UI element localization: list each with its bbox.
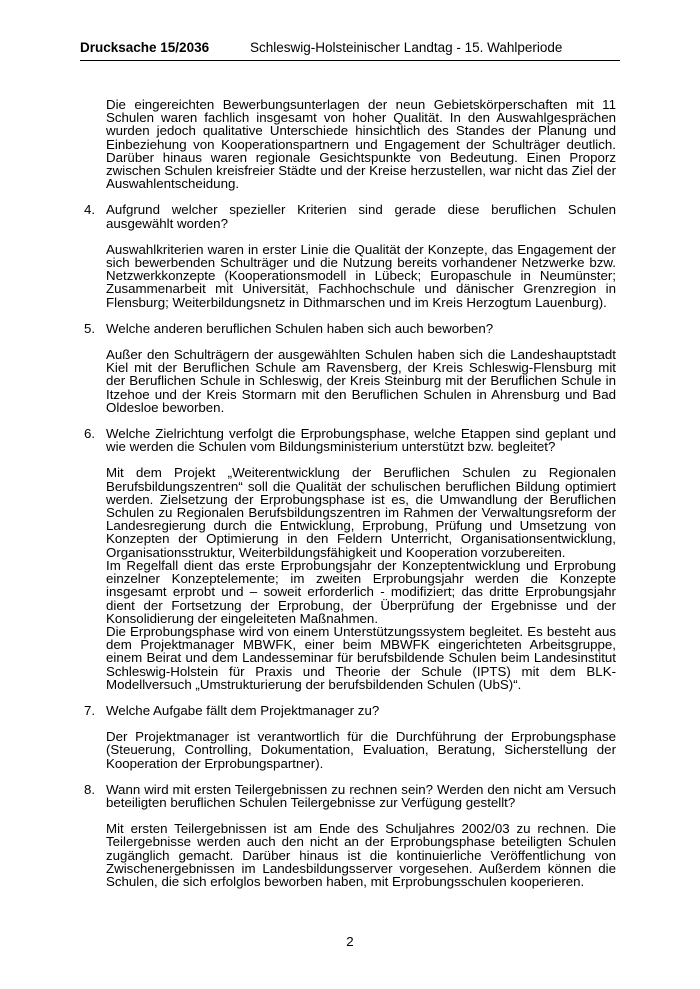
question-number: 6.: [84, 426, 96, 442]
answer-5: Außer den Schulträgern der ausgewählten Schulen haben sich die Landeshauptstadt Kiel mit der Beruflichen Schule am Ravensberg, der Kreis Schleswig-Flensburg mit der Beruflichen Schule in Schleswig, der Kreis Steinburg mit der Beruflichen Schule in Itzehoe und der Kreis Stormarn mit den Beruflichen Schulen in Ahrensburg und Bad Oldesloe beworben.: [106, 347, 616, 415]
parliament-title: Schleswig-Holsteinischer Landtag - 15. Wahlperiode: [250, 40, 563, 55]
question-number: 5.: [84, 320, 96, 336]
question-8: [84, 783, 616, 809]
document-number: Drucksache 15/2036: [80, 40, 210, 55]
page-number: 2: [346, 934, 354, 949]
answer-6-paragraph-3: Die Erprobungsphase wird von einem Unterstützungssystem begleitet. Es besteht aus dem Projektmanager MBWFK, einer beim MBWFK eingerichteten Arbeitsgruppe, einem Beirat und dem Landesseminar für berufsbildende Schulen beim Landesinstitut Schleswig-Holstein für Praxis und Theorie der Schule (IPTS) mit dem BLK-Modellversuch „Umstrukturierung der berufsbildenden Schulen (UbS)“.: [106, 623, 616, 692]
question-4: [84, 203, 616, 229]
answer-6-paragraph-2: Im Regelfall dient das erste Erprobungsjahr der Konzeptentwicklung und Erprobung einzelner Konzeptelemente; im zweiten Erprobungsjahr werden die Konzepte insgesamt erprobt und – soweit erforderlich - modifiziert; das dritte Erprobungsjahr dient der Fortsetzung der Erprobung, der Überprüfung der Ergebnisse und der Konsolidierung der eingeleiteten Maßnahmen.: [106, 557, 616, 626]
question-5: [84, 322, 616, 335]
intro-answer: Die eingereichten Bewerbungsunterlagen der neun Gebietskörperschaften mit 11 Schulen waren fachlich insgesamt von hoher Qualität. In den Auswahlgesprächen wurden jedoch qualitative Unterschiede hinsichtlich des Standes der Planung und Einbeziehung von Kooperationspartnern und Engagement der Schulträger deutlich. Darüber hinaus waren regionale Gesichtspunkte von Bedeutung. Einen Proporz zwischen Schulen kreisfreier Städte und der Kreise herzustellen, war nicht das Ziel der Auswahlentscheidung.: [106, 97, 616, 192]
page-header: [80, 36, 620, 61]
question-text: Welche anderen beruflichen Schulen haben sich auch beworben?: [106, 320, 494, 336]
answer-7: Der Projektmanager ist verantwortlich für die Durchführung der Erprobungsphase (Steuerung, Controlling, Dokumentation, Evaluation, Beratung, Sicherstellung der Kooperation der Erprobungspartner).: [106, 729, 616, 771]
question-text: Wann wird mit ersten Teilergebnissen zu rechnen sein? Werden den nicht am Versuch beteiligten beruflichen Schulen Teilergebnisse zur Verfügung gestellt?: [106, 781, 616, 810]
document-body: [84, 98, 616, 888]
answer-4: Auswahlkriterien waren in erster Linie die Qualität der Konzepte, das Engagement der sich bewerbenden Schulträger und die Nutzung bereits vorhandener Netzwerke bzw. Netzwerkkonzepte (Kooperationsmodell in Lübeck; Europaschule in Neumünster; Zusammenarbeit mit Universität, Fachhochschule und dänischer Grenzregion in Flensburg; Weiterbildungsnetz in Dithmarschen und im Kreis Herzogtum Lauenburg).: [106, 241, 616, 310]
question-7: [84, 704, 616, 717]
question-number: 7.: [84, 702, 96, 718]
answer-8: Mit ersten Teilergebnissen ist am Ende des Schuljahres 2002/03 zu rechnen. Die Teilergebnisse werden auch den nicht an der Erprobungsphase beteiligten Schulen zugänglich gemacht. Darüber hinaus ist die kontinuierliche Veröffentlichung von Zwischenergebnissen im Landesbildungsserver vorgesehen. Außerdem können die Schulen, die sich erfolglos beworben haben, mit Erprobungsschulen kooperieren.: [106, 821, 616, 889]
question-6: [84, 427, 616, 453]
question-text: Aufgrund welcher spezieller Kriterien sind gerade diese beruflichen Schulen ausgewählt worden?: [106, 202, 616, 231]
question-text: Welche Aufgabe fällt dem Projektmanager zu?: [106, 702, 380, 718]
question-number: 4.: [84, 202, 96, 218]
question-number: 8.: [84, 781, 96, 797]
question-text: Welche Zielrichtung verfolgt die Erprobungsphase, welche Etappen sind geplant und wie werden die Schulen vom Bildungsministerium unterstützt bzw. begleitet?: [106, 426, 616, 455]
answer-6-paragraph-1: Mit dem Projekt „Weiterentwicklung der Beruflichen Schulen zu Regionalen Berufsbildungszentren“ soll die Qualität der schulischen beruflichen Bildung optimiert werden. Zielsetzung der Erprobungsphase ist es, die Umwandlung der Beruflichen Schulen zu Regionalen Berufsbildungszentren im Rahmen der Verwaltungsreform der Landesregierung durch die Entwicklung, Erprobung, Prüfung und Umsetzung von Konzepten der Optimierung in den Feldern Unterricht, Organisationsentwicklung, Organisationsstruktur, Weiterbildungsfähigkeit und Kooperation vorzubereiten.: [106, 465, 616, 560]
